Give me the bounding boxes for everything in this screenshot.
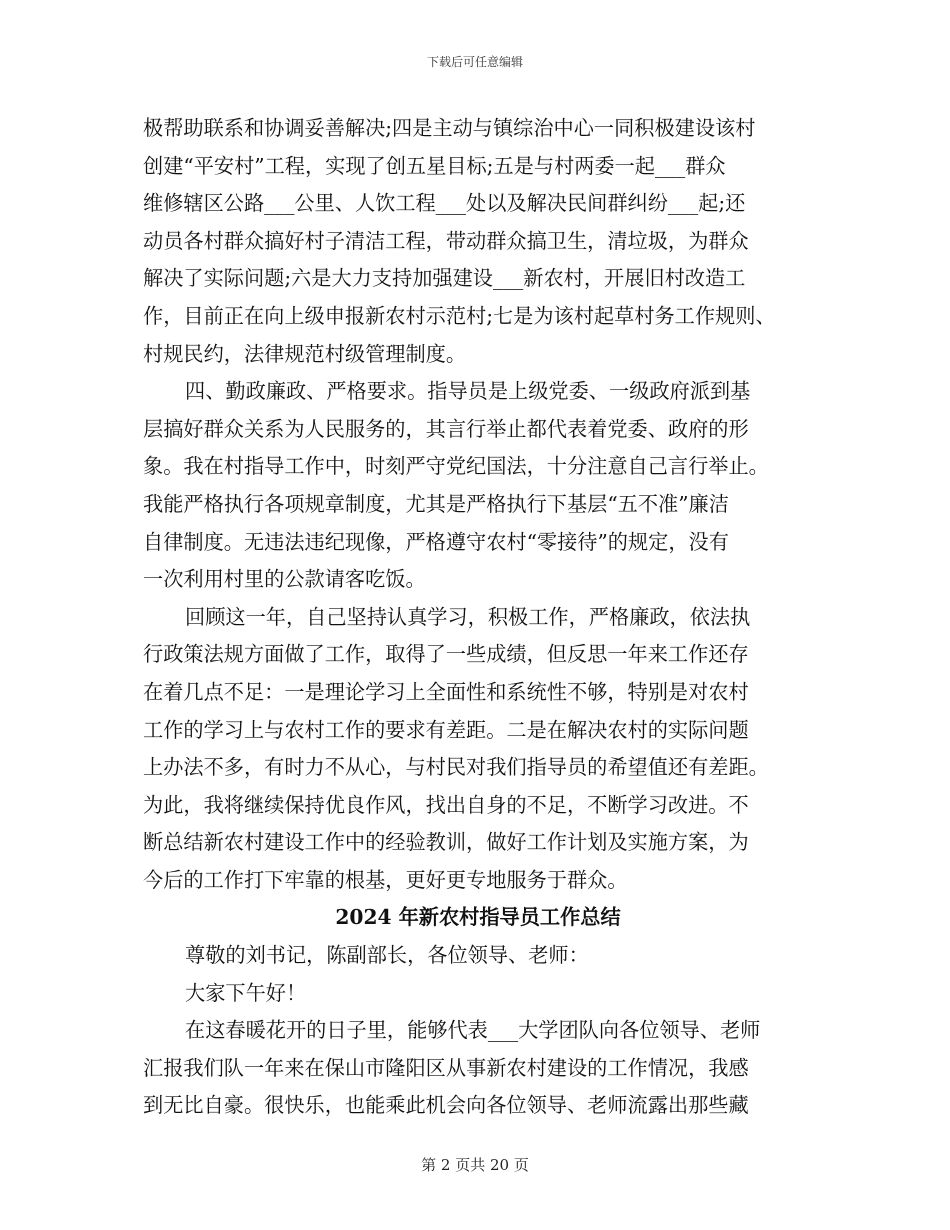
text-line: 极帮助联系和协调妥善解决;四是主动与镇综治中心一同积极建设该村 <box>143 116 756 140</box>
text-line: 解决了实际问题;六是大力支持加强建设___新农村，开展旧村改造工 <box>143 266 746 291</box>
text-line: 断总结新农村建设工作中的经验教训，做好工作计划及实施方案，为 <box>143 830 749 855</box>
text-line: 今后的工作打下牢靠的根基，更好更专地服务于群众。 <box>143 867 628 892</box>
section-title: 2024 年新农村指导员工作总结 <box>335 905 621 930</box>
text-line: 在着几点不足：一是理论学习上全面性和系统性不够，特别是对农村 <box>143 679 749 704</box>
paragraph-start: 回顾这一年，自己坚持认真学习，积极工作，严格廉政，依法执 <box>185 604 751 629</box>
text-line: 维修辖区公路___公里、人饮工程___处以及解决民间群纠纷___起;还 <box>143 191 746 216</box>
text-line: 自律制度。无违法违纪现像，严格遵守农村“零接待”的规定，没有 <box>143 529 729 554</box>
text-line: 行政策法规方面做了工作，取得了一些成绩，但反思一年来工作还存 <box>143 642 749 667</box>
document-body <box>143 110 833 1125</box>
paragraph-start: 四、勤政廉政、严格要求。指导员是上级党委、一级政府派到基 <box>185 379 751 404</box>
page-footer: 第 2 页共 20 页 <box>421 1156 529 1174</box>
page-header: 下载后可任意编辑 <box>426 55 523 69</box>
text-line: 汇报我们队一年来在保山市隆阳区从事新农村建设的工作情况，我感 <box>143 1055 749 1080</box>
text-line: 我能严格执行各项规章制度，尤其是严格执行下基层“五不准”廉洁 <box>143 491 729 516</box>
paragraph-start: 在这春暖花开的日子里，能够代表___大学团队向各位领导、老师 <box>185 1018 761 1043</box>
text-line: 上办法不多，有时力不从心，与村民对我们指导员的希望值还有差距。 <box>143 755 769 780</box>
text-line: 村规民约，法律规范村级管理制度。 <box>143 341 467 366</box>
text-line: 创建“平安村”工程，实现了创五星目标;五是与村两委一起___群众 <box>143 153 726 178</box>
text-line: 作，目前正在向上级申报新农村示范村;七是为该村起草村务工作规则、 <box>143 303 776 328</box>
text-line: 工作的学习上与农村工作的要求有差距。二是在解决农村的实际问题 <box>143 717 749 742</box>
text-line: 层搞好群众关系为人民服务的，其言行举止都代表着党委、政府的形 <box>143 416 749 441</box>
text-line: 动员各村群众搞好村子清洁工程，带动群众搞卫生，清垃圾，为群众 <box>143 228 749 253</box>
text-line: 为此，我将继续保持优良作风，找出自身的不足，不断学习改进。不 <box>143 792 749 817</box>
salutation: 尊敬的刘书记，陈副部长，各位领导、老师： <box>185 943 589 968</box>
text-line: 一次利用村里的公款请客吃饭。 <box>143 567 426 592</box>
text-line: 到无比自豪。很快乐，也能乘此机会向各位领导、老师流露出那些藏 <box>143 1093 749 1118</box>
greeting: 大家下午好！ <box>185 980 307 1005</box>
text-line: 象。我在村指导工作中，时刻严守党纪国法，十分注意自己言行举止。 <box>143 454 769 479</box>
